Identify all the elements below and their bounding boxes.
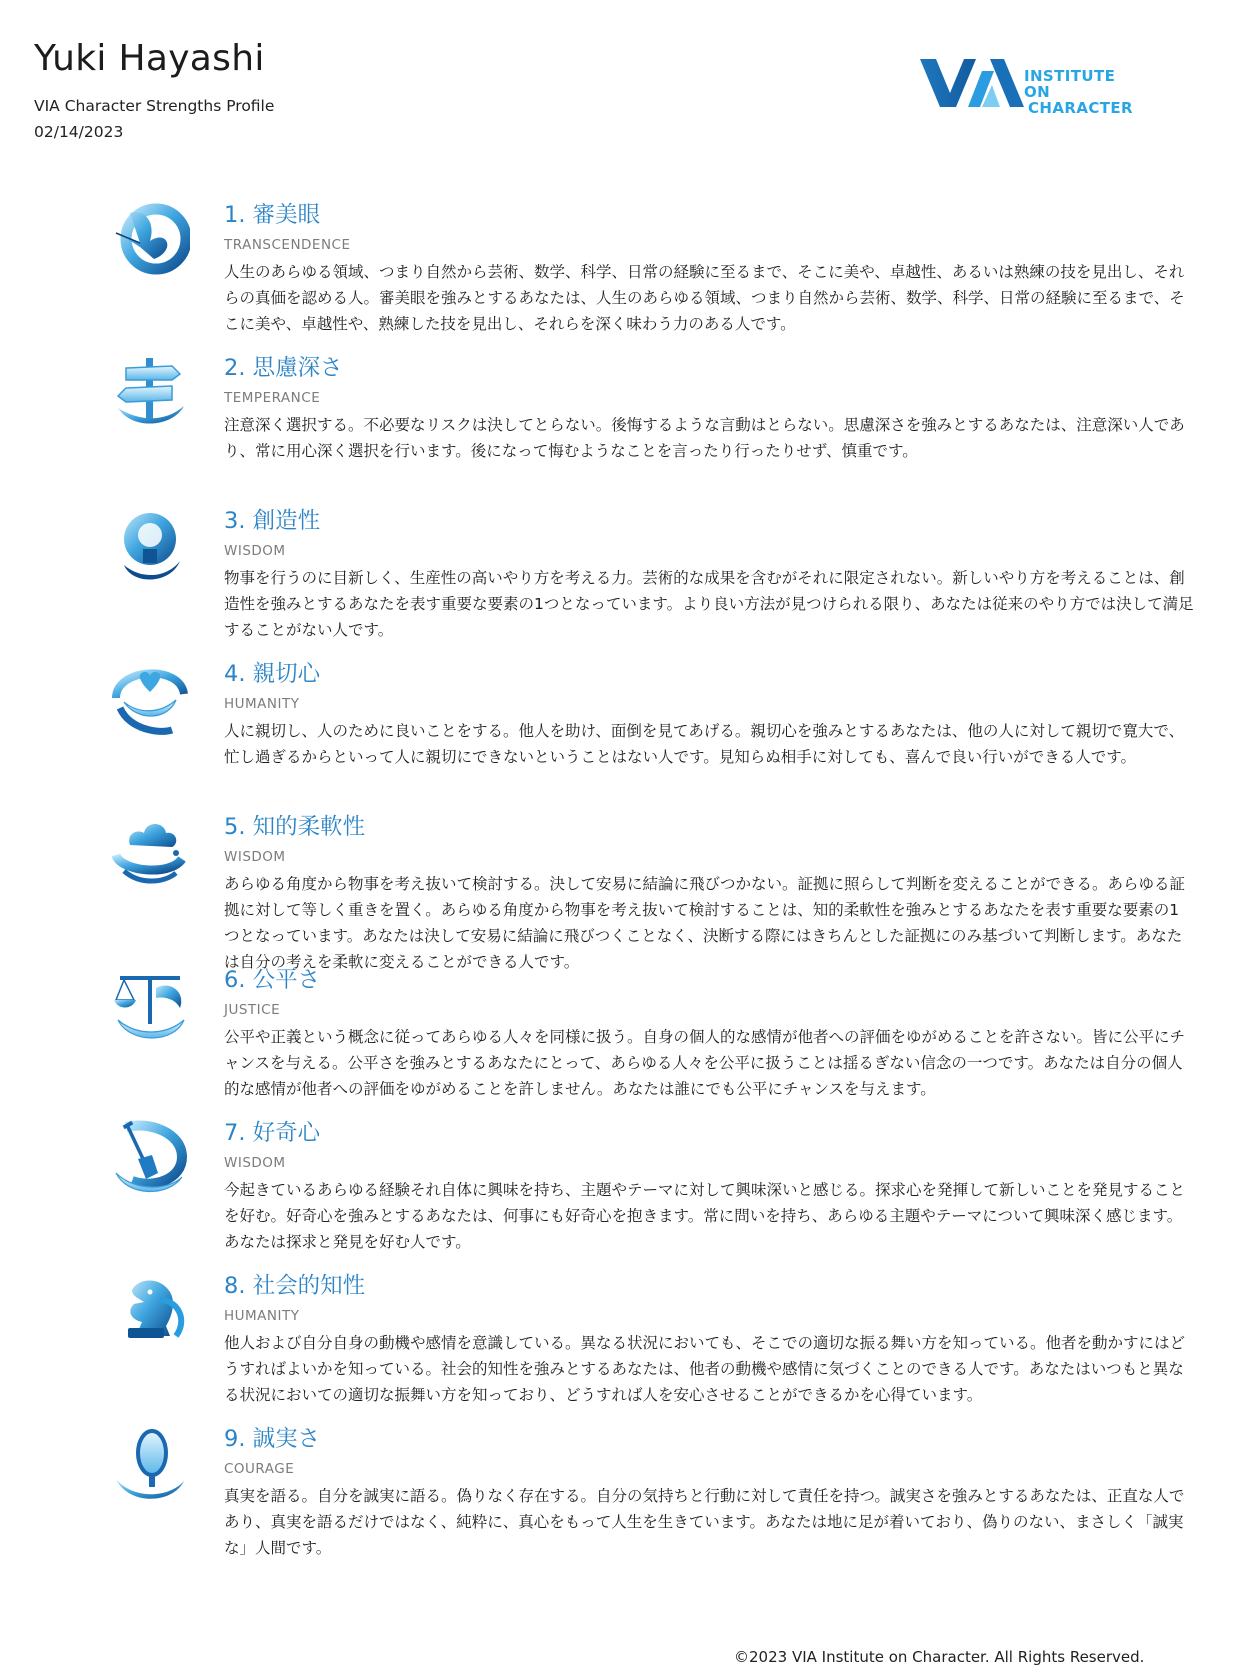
heart-hand-icon [110,658,190,738]
strength-item [0,962,1250,1112]
strength-item [0,503,1250,653]
strength-description: 今起きているあらゆる経験それ自体に興味を持ち、主題やテーマに対して興味深いと感じる。探求心を発揮して新しいことを発見することを好む。好奇心を強みとするあなたは、何事にも好奇心を抱きます。常に問いを持ち、あらゆる主題やテーマについて興味深く感じます。あなたは探求と発見を好む人です。 [224,1181,1186,1251]
strength-description: 他人および自分自身の動機や感情を意識している。異なる状況においても、そこでの適切な振る舞い方を知っている。他者を動かすにはどうすればよいかを知っている。社会的知性を強みとするあなたは、他者の動機や感情に気づくことのできる人です。あなたはいつもと異なる状況においての適切な振舞い方を知っており、どうすれば人を安心させることができるかを心得ています。 [224,1334,1186,1404]
strength-description: 人生のあらゆる領域、つまり自然から芸術、数学、科学、日常の経験に至るまで、そこに美や、卓越性、あるいは熟練の技を見出し、それらの真価を認める人。審美眼を強みとするあなたは、人生のあらゆる領域、つまり自然から芸術、数学、科学、日常の経験に至るまで、そこに美や、卓越性や、熟練した技を見出し、それらを深く味わう力のある人です。 [224,263,1185,333]
profile-subtitle: VIA Character Strengths Profile [34,97,275,115]
strength-description: 注意深く選択する。不必要なリスクは決してとらない。後悔するような言動はとらない。思慮深さを強みとするあなたは、注意深い人であり、常に用心深く選択を行います。後になって悔むようなことを言ったり行ったりせず、慎重です。 [224,416,1185,460]
strength-item [0,1268,1250,1418]
strength-item [0,350,1250,500]
strength-item [0,656,1250,806]
strength-description: 公平や正義という概念に従ってあらゆる人々を同様に扱う。自身の個人的な感情が他者への評価をゆがめることを許さない。皆に公平にチャンスを与える。公平さを強みとするあなたにとって、あらゆる人々を公平に扱うことは揺るぎない信念の一つです。あなたは自分の個人的な感情が他者への評価をゆがめることを許しません。あなたは誰にでも公平にチャンスを与えます。 [224,1028,1186,1098]
profile-header [34,38,274,145]
strength-description: 物事を行うのに目新しく、生産性の高いやり方を考える力。芸術的な成果を含むがそれに限定されない。新しいやり方を考えることは、創造性を強みとするあなたを表す重要な要素の1つとなっています。より良い方法が見つけられる限り、あなたは従来のやり方では決して満足することがない人です。 [224,569,1194,639]
butterfly-icon [110,199,190,279]
strength-description: あらゆる角度から物事を考え抜いて検討する。決して安易に結論に飛びつかない。証拠に照らして判断を変えることができる。あらゆる証拠に対して等しく重きを置く。あらゆる角度から物事を考え抜いて検討することは、知的柔軟性を強みとするあなたを表す重要な要素の1つとなっています。あなたは決して安易に結論に飛びつくことなく、決断する際にはきちんとした証拠にのみ基づいて判断します。あなたは自分の考えを柔軟に変えることができる人です。 [224,875,1186,971]
strength-item [0,1115,1250,1265]
via-logo [920,55,1145,115]
via-logo-icon [920,57,1024,109]
strength-title: 6. 公平さ [224,967,321,993]
mirror-icon [110,1423,190,1503]
copyright-footer: ©2023 VIA Institute on Character. All Rights Reserved. [734,1648,1145,1666]
strength-virtue: WISDOM [224,849,286,865]
strength-title: 5. 知的柔軟性 [224,814,366,840]
strength-description: 人に親切し、人のために良いことをする。他人を助け、面倒を見てあげる。親切心を強みとするあなたは、他の人に対して親切で寛大で、忙し過ぎるからといって人に親切にできないということはない人です。見知らぬ相手に対しても、喜んで良い行いができる人です。 [224,722,1185,766]
strength-virtue: TRANSCENDENCE [224,237,351,253]
strength-title: 4. 親切心 [224,661,321,687]
logo-wordmark [1024,68,1145,116]
person-name: Yuki Hayashi [34,38,265,79]
cloud-icon [110,811,190,891]
strength-title: 3. 創造性 [224,508,321,534]
scales-icon [110,964,190,1044]
strength-virtue: JUSTICE [224,1002,281,1018]
strength-title: 1. 審美眼 [224,202,321,228]
strength-description: 真実を語る。自分を誠実に語る。偽りなく存在する。自分の気持ちと行動に対して責任を持つ。誠実さを強みとするあなたは、正直な人であり、真実を語るだけではなく、純粋に、真心をもって人生を生きています。あなたは地に足が着いており、偽りのない、まさしく「誠実な」人間です。 [224,1487,1185,1557]
strength-virtue: WISDOM [224,1155,286,1171]
lightbulb-icon [110,505,190,585]
strength-virtue: TEMPERANCE [224,390,321,406]
strength-title: 8. 社会的知性 [224,1273,366,1299]
strength-virtue: COURAGE [224,1461,295,1477]
strength-virtue: WISDOM [224,543,286,559]
strength-title: 2. 思慮深さ [224,355,343,381]
logo-line-1: INSTITUTE ON [1024,67,1116,101]
chess-knight-icon [110,1270,190,1350]
strength-title: 7. 好奇心 [224,1120,321,1146]
strength-title: 9. 誠実さ [224,1426,321,1452]
profile-date: 02/14/2023 [34,123,124,141]
logo-line-2: CHARACTER [1028,99,1133,117]
strength-item [0,1421,1250,1571]
strength-item [0,197,1250,347]
shovel-icon [110,1117,190,1197]
strength-virtue: HUMANITY [224,696,300,712]
strength-virtue: HUMANITY [224,1308,300,1324]
strength-item [0,809,1250,971]
signpost-icon [110,352,190,432]
